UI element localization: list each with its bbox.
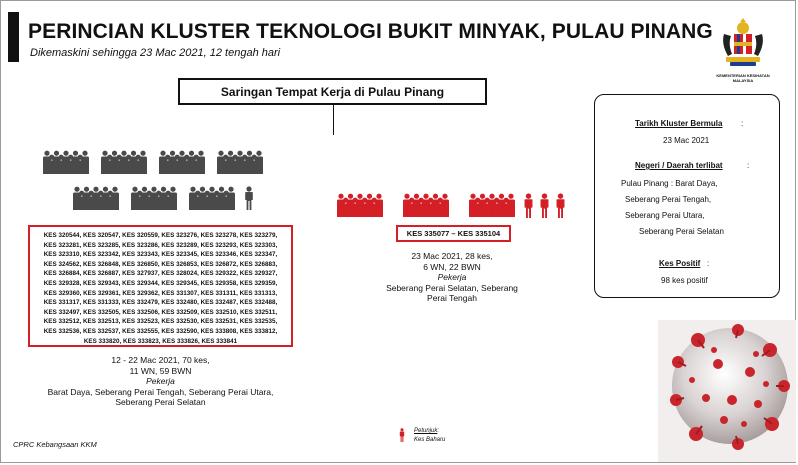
moh-logo: [716, 18, 770, 86]
person-icon: [101, 151, 147, 174]
left-case-list-box: [28, 225, 293, 347]
middle-people-group: [336, 192, 576, 222]
cluster-info-box: [594, 94, 780, 298]
title-accent-bar: [8, 12, 19, 62]
middle-case-range-box: [396, 225, 511, 242]
middle-summary-count: 23 Mac 2021, 28 kes,: [411, 251, 493, 261]
logo-label: MALAYSIA: [732, 78, 754, 83]
case-list-line: KES 332497, KES 332505, KES 332506, KES 332509, KES 332510, KES 332511,: [43, 308, 278, 316]
coronavirus-image: [658, 320, 796, 462]
left-summary-count: 12 - 22 Mac 2021, 70 kes,: [111, 355, 210, 365]
moh-crest-icon: [718, 18, 768, 68]
middle-summary-locations: Perai Tengah: [427, 293, 477, 303]
left-summary-category: Pekerja: [146, 376, 175, 386]
case-list-line: KES 332536, KES 332537, KES 332555, KES 332590, KES 333808, KES 333812,: [43, 327, 278, 335]
middle-summary-locations: Seberang Perai Selatan, Seberang: [386, 282, 518, 293]
middle-summary-category: Pekerja: [437, 272, 467, 282]
person-icon: [525, 193, 533, 218]
case-list-line: KES 331317, KES 331333, KES 332479, KES 332480, KES 332487, KES 332488,: [43, 299, 278, 307]
case-list-line: KES 323310, KES 323342, KES 323343, KES 323345, KES 323346, KES 323347,: [43, 251, 278, 259]
person-icon: [469, 194, 515, 217]
left-people-group: [42, 150, 272, 220]
logo-label: KEMENTERIAN KESIHATAN: [716, 73, 770, 78]
region-colon: :: [747, 161, 750, 170]
screening-title: Saringan Tempat Kerja di Pulau Pinang: [220, 84, 445, 99]
region-line: Seberang Perai Utara,: [625, 211, 705, 220]
left-summary-locations: Barat Daya, Seberang Perai Tengah, Seberang Perai Utara,: [47, 386, 274, 397]
case-list-line: KES 320544, KES 320547, KES 320559, KES 323276, KES 323278, KES 323279,: [43, 232, 278, 239]
legend-colon: :: [437, 428, 440, 434]
person-icon: [131, 187, 177, 210]
person-icon: [398, 428, 406, 442]
start-date-label: Tarikh Kluster Bermula: [635, 119, 723, 128]
person-icon: [159, 151, 205, 174]
person-icon: [217, 151, 263, 174]
start-date-colon: :: [741, 119, 744, 128]
person-icon: [557, 193, 565, 218]
case-list-line: KES 329360, KES 329361, KES 329362, KES 331307, KES 331311, KES 331313,: [43, 289, 278, 297]
person-icon: [403, 194, 449, 217]
connector-line: [333, 105, 334, 135]
middle-summary-nationality: 6 WN, 22 BWN: [423, 261, 481, 272]
case-list-line: KES 333820, KES 333823, KES 333826, KES 333841: [83, 337, 238, 345]
person-icon: [43, 151, 89, 174]
middle-case-range: KES 335077 – KES 335104: [406, 229, 501, 238]
person-icon: [245, 186, 253, 210]
person-icon: [337, 194, 383, 217]
case-list-line: KES 323281, KES 323285, KES 323286, KES 323289, KES 323293, KES 323303,: [43, 241, 278, 249]
start-date-value: 23 Mac 2021: [663, 136, 710, 145]
update-timestamp: Dikemaskini sehingga 23 Mac 2021, 12 tengah hari: [30, 47, 281, 59]
left-summary-locations: Seberang Perai Selatan: [115, 397, 206, 407]
region-line: Pulau Pinang : Barat Daya,: [621, 179, 718, 188]
legend-title: Petunjuk: [414, 428, 438, 434]
case-list-line: KES 329328, KES 329343, KES 329344, KES 329345, KES 329358, KES 329359,: [43, 279, 278, 287]
left-group-summary: [28, 355, 293, 408]
positive-colon: :: [707, 259, 710, 268]
person-icon: [73, 187, 119, 210]
middle-group-summary: [372, 251, 532, 304]
page-title: PERINCIAN KLUSTER TEKNOLOGI BUKIT MINYAK, PULAU PINANG: [28, 20, 713, 43]
person-icon: [189, 187, 235, 210]
case-list-line: KES 332512, KES 332513, KES 332523, KES 332530, KES 332531, KES 332535,: [43, 318, 278, 326]
legend-new-case: Kes Baharu: [414, 437, 446, 443]
screening-title-box: [178, 78, 487, 105]
region-label: Negeri / Daerah terlibat: [635, 161, 723, 170]
source-credit: CPRC Kebangsaan KKM: [13, 440, 97, 449]
region-line: Seberang Perai Tengah,: [625, 195, 712, 204]
left-summary-nationality: 11 WN, 59 BWN: [129, 365, 192, 376]
case-list-line: KES 324562, KES 326848, KES 326850, KES 326853, KES 326872, KES 326883,: [43, 260, 278, 268]
positive-label: Kes Positif: [659, 259, 701, 268]
region-line: Seberang Perai Selatan: [639, 227, 724, 236]
person-icon: [541, 193, 549, 218]
case-list-line: KES 326884, KES 326887, KES 327937, KES 328024, KES 329322, KES 329327,: [43, 270, 278, 278]
positive-value: 98 kes positif: [661, 276, 708, 285]
